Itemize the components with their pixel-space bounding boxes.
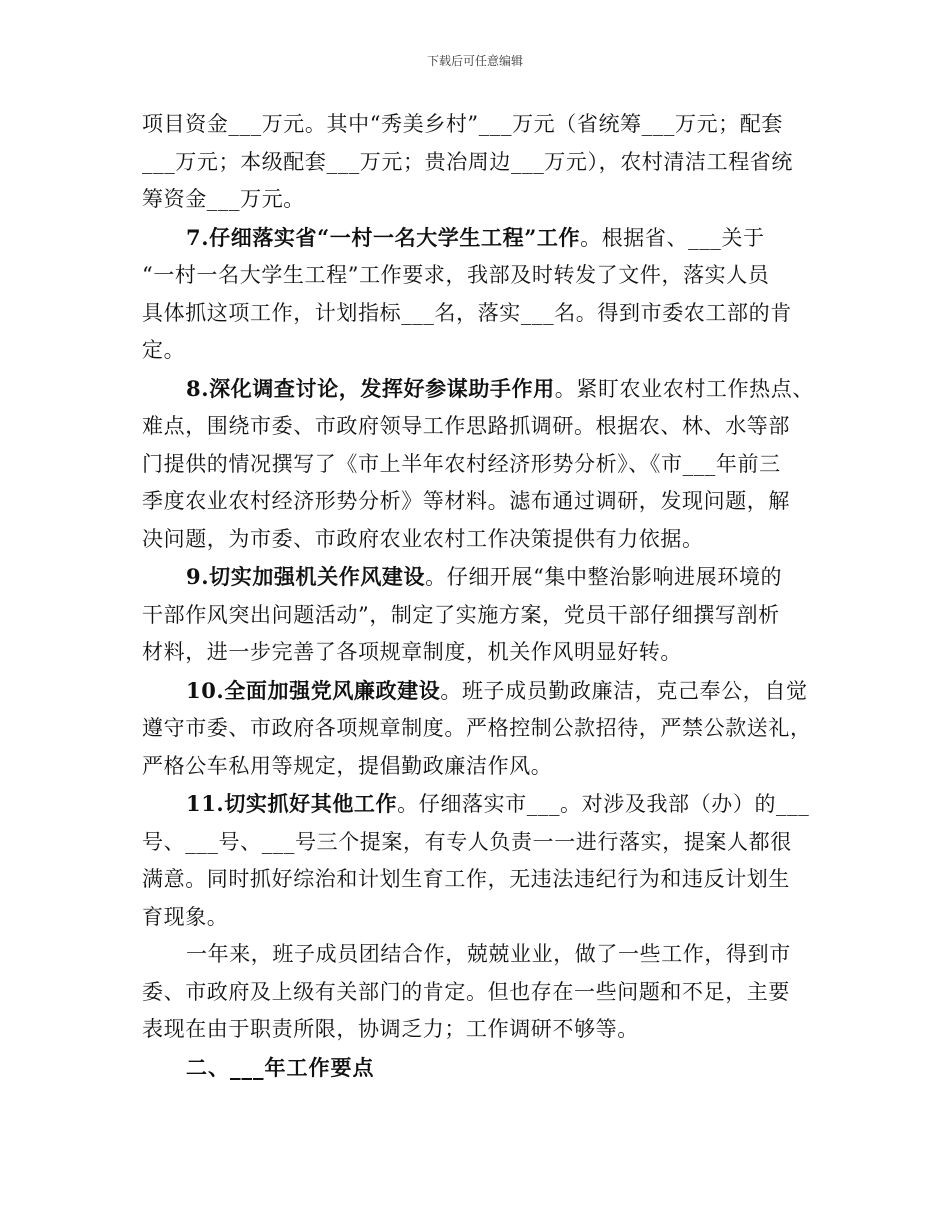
paragraph-item-11 xyxy=(142,785,810,936)
text-line: 具体抓这项工作，计划指标___名，落实___名。得到市委农工部的肯 xyxy=(142,300,792,325)
text-line: 筹资金___万元。 xyxy=(142,187,305,211)
text-run: 。仔细落实市___。对涉及我部（办）的___ xyxy=(397,792,810,816)
text-line: 育现象。 xyxy=(142,904,229,929)
text-line: 遵守市委、市政府各项规章制度。严格控制公款招待，严禁公款送礼， xyxy=(142,716,812,740)
text-line: 门提供的情况撰写了《市上半年农村经济形势分析》、《市___年前三 xyxy=(142,451,781,476)
text-line: 严格公车私用等规定，提倡勤政廉洁作风。 xyxy=(142,753,553,778)
item-heading: 8.深化调查讨论，发挥好参谋助手作用 xyxy=(186,375,555,401)
text-line: 干部作风突出问题活动”，制定了实施方案，党员干部仔细撰写剖析 xyxy=(142,602,780,627)
paragraph-summary xyxy=(142,936,810,1049)
paragraph-item-7 xyxy=(142,219,810,370)
text-line xyxy=(142,370,814,409)
text-line: 季度农业农村经济形势分析》等材料。滤布通过调研，发现问题，解 xyxy=(142,489,790,513)
item-heading: 10.全面加强党风廉政建设 xyxy=(186,677,441,703)
text-line xyxy=(142,785,810,824)
paragraph-funds xyxy=(142,106,810,219)
text-line: 号、___号、___号三个提案，有专人负责一一进行落实，提案人都很 xyxy=(142,829,792,854)
paragraph-item-10 xyxy=(142,672,810,786)
page-header: 下载后可任意编辑 xyxy=(426,54,523,68)
item-heading: 11.切实抓好其他工作 xyxy=(186,791,398,816)
text-line: 表现在由于职责所限，协调乏力；工作调研不够等。 xyxy=(142,1017,639,1041)
text-line: 定。 xyxy=(142,338,186,362)
text-line: 决问题，为市委、市政府农业农村工作决策提供有力依据。 xyxy=(142,526,704,551)
text-line: “一村一名大学生工程”工作要求，我部及时转发了文件，落实人员 xyxy=(142,263,770,287)
text-line: ___万元；本级配套___万元；贵冶周边___万元），农村清洁工程省统 xyxy=(142,149,793,174)
text-run: 。根据省、___关于 xyxy=(580,225,765,250)
text-line: 材料，进一步完善了各项规章制度，机关作风明显好转。 xyxy=(142,640,682,664)
text-line: 一年来，班子成员团结合作，兢兢业业，做了一些工作，得到市 xyxy=(186,942,791,966)
text-line: 项目资金___万元。其中“秀美乡村”___万元（省统筹___万元；配套 xyxy=(142,112,783,136)
paragraph-item-8 xyxy=(142,370,814,559)
text-line xyxy=(142,672,810,711)
paragraph-item-9 xyxy=(142,558,810,672)
text-run: 。仔细开展“集中整治影响进展环境的 xyxy=(425,565,783,589)
text-line: 满意。同时抓好综治和计划生育工作，无违法违纪行为和违反计划生 xyxy=(142,867,790,891)
document-body xyxy=(142,106,814,1086)
text-line: 难点，围绕市委、市政府领导工作思路抓调研。根据农、林、水等部 xyxy=(142,414,790,438)
text-run: 。紧盯农业农村工作热点、 xyxy=(554,376,814,401)
item-heading: 7.仔细落实省“一村一名大学生工程”工作 xyxy=(186,224,581,250)
text-line xyxy=(142,558,810,597)
item-heading: 9.切实加强机关作风建设 xyxy=(186,564,426,589)
text-line: 委、市政府及上级有关部门的肯定。但也存在一些问题和不足，主要 xyxy=(142,979,790,1004)
text-run: 。班子成员勤政廉洁，克己奉公，自觉 xyxy=(440,678,808,703)
text-line xyxy=(142,219,810,258)
section-heading: 二、___年工作要点 xyxy=(186,1054,375,1080)
